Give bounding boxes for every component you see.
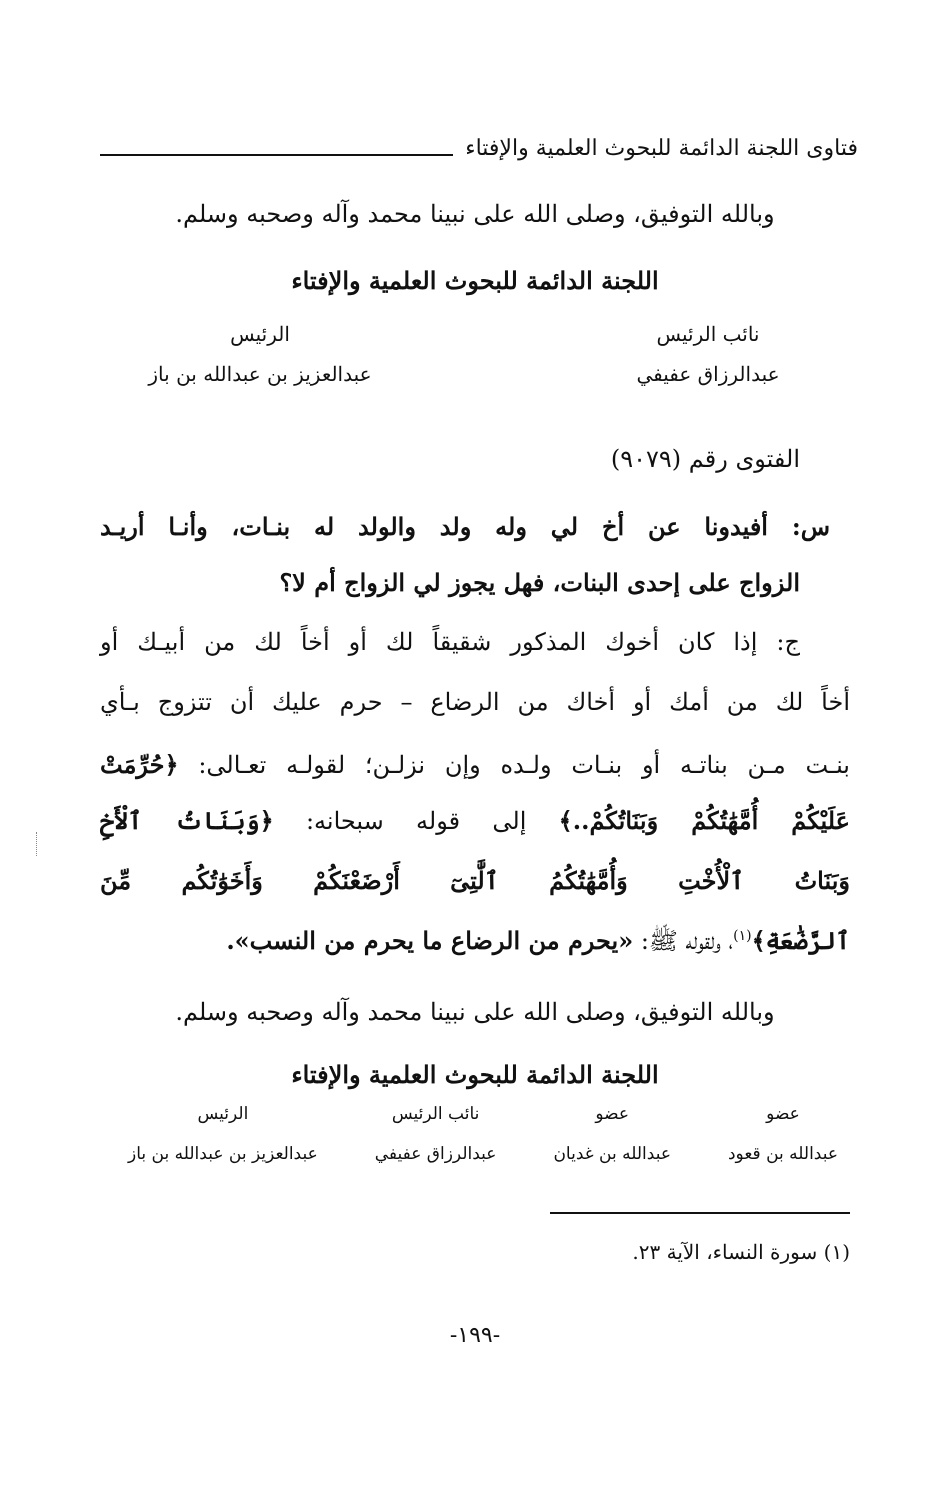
question-line-1: س: أفيدونا عن أخ لي وله ولد والولد له بنـات، وأنـا أريـد	[100, 512, 830, 541]
scan-edge-mark	[36, 832, 39, 856]
signature-vice-president	[578, 322, 838, 386]
signature-member-1	[728, 1104, 838, 1164]
footnote-ref: (١)	[733, 928, 752, 944]
footnote-rule	[550, 1212, 850, 1214]
answer-text: ، ولقوله ﷺ:	[633, 927, 734, 955]
running-header	[100, 128, 858, 168]
signature-name: عبدالله بن قعود	[727, 1144, 838, 1164]
answer-line-5	[100, 866, 850, 895]
page-number: -١٩٩-	[449, 1323, 501, 1348]
signature-role: نائب الرئيس	[656, 322, 760, 346]
signatures-top	[130, 322, 838, 386]
signature-role: عضو	[766, 1104, 800, 1124]
signature-role: الرئيس	[197, 1104, 249, 1124]
closing-top: وبالله التوفيق، وصلى الله على نبينا محمد وآله وصحبه وسلم.	[175, 200, 775, 228]
quran-verse: ﴿حُرِّمَتْ	[100, 750, 179, 779]
signature-name: عبدالعزيز بن عبدالله بن باز	[148, 362, 372, 386]
signature-president	[130, 322, 390, 386]
committee-title-top: اللجنة الدائمة للبحوث العلمية والإفتاء	[291, 266, 659, 295]
signature-role: عضو	[595, 1104, 630, 1124]
answer-line-1: ج: إذا كان أخوك المذكور شقيقاً لك أو أخاً لك من أبيـك أو	[100, 628, 800, 656]
quran-verse: ٱلرَّضَٰعَةِ﴾	[751, 926, 850, 955]
signature-name: عبدالرزاق عفيفي	[374, 1144, 497, 1164]
signatures-bottom	[128, 1104, 838, 1164]
fatwa-number: الفتوى رقم (٩٠٧٩)	[610, 445, 800, 473]
hadith-quote: «يحرم من الرضاع ما يحرم من النسب».	[226, 926, 634, 955]
committee-title-bottom: اللجنة الدائمة للبحوث العلمية والإفتاء	[291, 1060, 659, 1089]
quran-verse: وَبَنَاتُ ٱلْأُخْتِ وَأُمَّهَٰتُكُمُ ٱلَّٰتِىٓ أَرْضَعْنَكُمْ وَأَخَوَٰتُكُم مِّنَ	[100, 866, 850, 895]
signature-role: الرئيس	[230, 322, 290, 346]
signature-name: عبدالرزاق عفيفي	[636, 362, 780, 386]
quran-verse: عَلَيْكُمْ أُمَّهَٰتُكُمْ وَبَنَاتُكُمْ..﴾	[558, 806, 851, 835]
header-rule	[100, 154, 453, 156]
header-title: فتاوى اللجنة الدائمة للبحوث العلمية والإفتاء	[465, 135, 858, 161]
signature-vice-president	[375, 1104, 497, 1164]
signature-name: عبدالعزيز بن عبدالله بن باز	[128, 1144, 318, 1164]
signature-name: عبدالله بن غديان	[553, 1144, 671, 1164]
answer-line-6	[100, 926, 850, 961]
signature-member-2	[553, 1104, 671, 1164]
footnote: (١) سورة النساء، الآية ٢٣.	[632, 1240, 850, 1264]
closing-bottom: وبالله التوفيق، وصلى الله على نبينا محمد وآله وصحبه وسلم.	[175, 998, 775, 1026]
question-line-2: الزواج على إحدى البنات، فهل يجوز لي الزواج أم لا؟	[279, 568, 800, 597]
answer-line-4	[100, 806, 850, 835]
answer-line-2: أخاً لك من أمك أو أخاك من الرضاع – حرم عليك أن تتزوج بـأي	[100, 688, 851, 716]
quran-verse: ﴿وَبَنَاتُ ٱلْأَخِ	[100, 806, 274, 835]
answer-text: بنـت مـن بناتـه أو بنـات ولـده وإن نزلـن؛ لقولـه تعـالى:	[178, 751, 850, 779]
answer-text: إلى قوله سبحانه:	[273, 807, 559, 835]
signature-president	[128, 1104, 318, 1164]
signature-role: نائب الرئيس	[391, 1104, 480, 1124]
answer-line-3	[100, 750, 850, 779]
